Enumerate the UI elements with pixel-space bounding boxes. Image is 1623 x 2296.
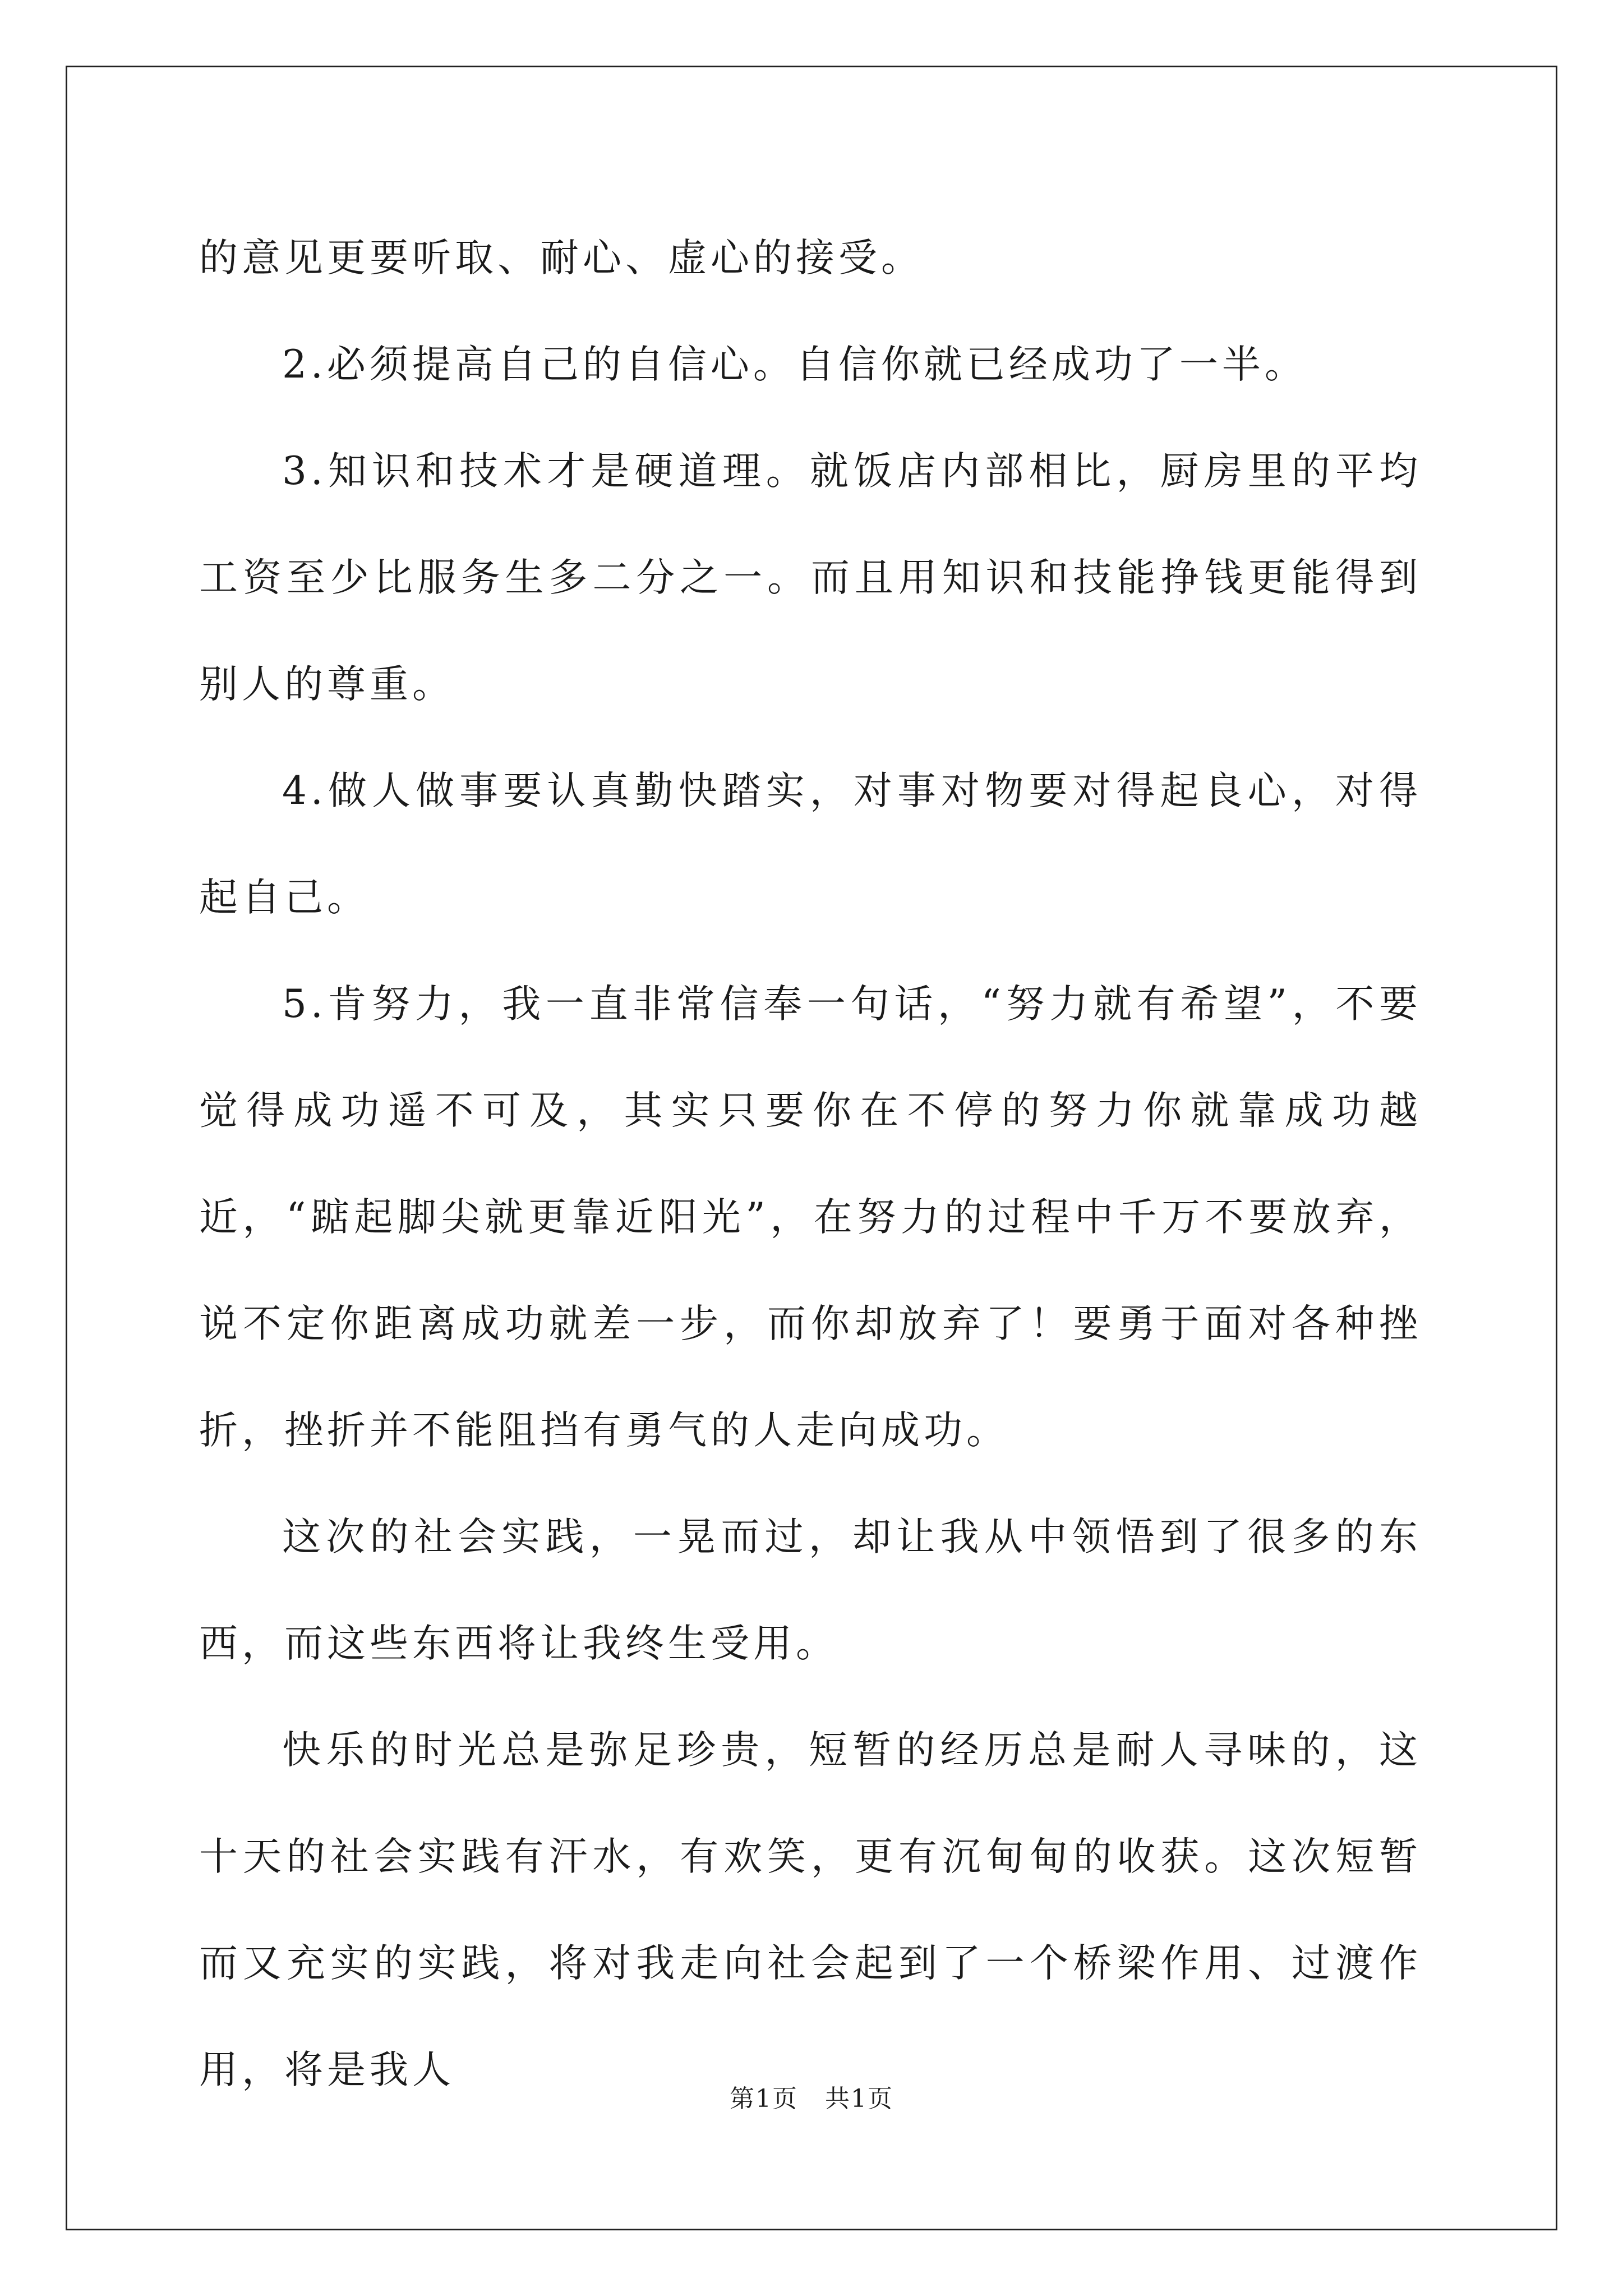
document-body xyxy=(199,205,1422,2123)
paragraph: 2.必须提高自己的自信心。自信你就已经成功了一半。 xyxy=(282,342,1307,387)
paragraph: 快乐的时光总是弥足珍贵，短暂的经历总是耐人寻味的，这十天的社会实践有汗水，有欢笑，更有沉甸甸的收获。这次短暂而又充实的实践，将对我走向社会起到了一个桥梁作用、过渡作用，将是我人 xyxy=(199,1728,1422,2092)
paragraph: 的意见更要听取、耐心、虚心的接受。 xyxy=(199,236,924,280)
paragraph: 这次的社会实践，一晃而过，却让我从中领悟到了很多的东西，而这些东西将让我终生受用。 xyxy=(199,1515,1422,1666)
page-total: 共1页 xyxy=(824,2085,893,2113)
paragraph: 5.肯努力，我一直非常信奉一句话，“努力就有希望”，不要觉得成功遥不可及，其实只要你在不停的努力你就靠成功越近，“踮起脚尖就更靠近阳光”，在努力的过程中千万不要放弃，说不定你距离成功就差一步，而你却放弃了！要勇于面对各种挫折，挫折并不能阻挡有勇气的人走向成功。 xyxy=(199,982,1422,1453)
page-footer xyxy=(0,2078,1623,2114)
paragraph: 4.做人做事要认真勤快踏实，对事对物要对得起良心，对得起自己。 xyxy=(199,769,1422,920)
page-number: 第1页 xyxy=(730,2085,799,2113)
paragraph: 3.知识和技术才是硬道理。就饭店内部相比，厨房里的平均工资至少比服务生多二分之一。而且用知识和技能挣钱更能得到别人的尊重。 xyxy=(199,449,1422,707)
